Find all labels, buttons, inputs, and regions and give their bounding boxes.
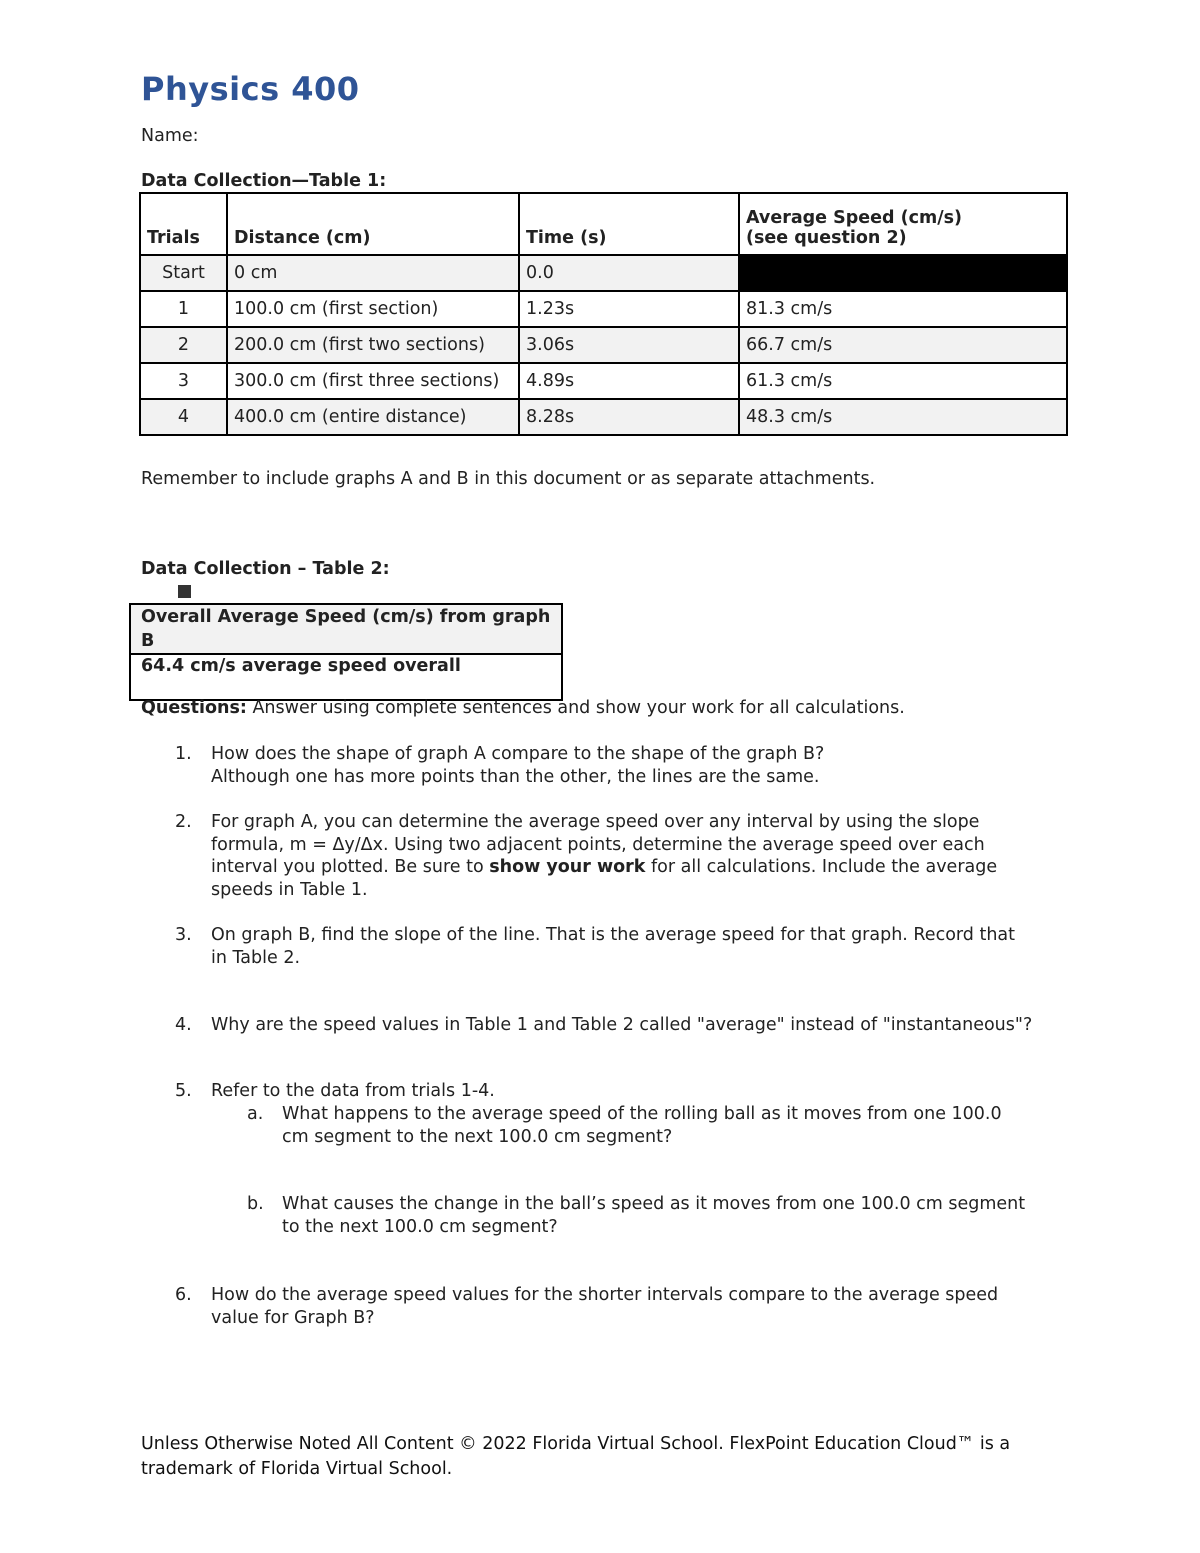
header-avg-line2: (see question 2) xyxy=(746,228,907,248)
cell-speed: 81.3 cm/s xyxy=(739,291,1067,327)
table2-header: Overall Average Speed (cm/s) from graph B xyxy=(130,604,562,654)
question-text: On graph B, find the slope of the line. That is the average speed for that graph. Record that in Table 2. xyxy=(211,925,1015,968)
cell-distance: 400.0 cm (entire distance) xyxy=(227,399,519,435)
subquestion-letter: b. xyxy=(247,1194,264,1214)
cell-speed: 61.3 cm/s xyxy=(739,363,1067,399)
subquestion-text: What happens to the average speed of the rolling ball as it moves from one 100.0 cm segment to the next 100.0 cm segment? xyxy=(282,1104,1002,1147)
table2-value: 64.4 cm/s average speed overall xyxy=(130,654,562,700)
data-table-1 xyxy=(139,192,1068,436)
name-label: Name: xyxy=(141,126,199,146)
reminder-text: Remember to include graphs A and B in this document or as separate attachments. xyxy=(141,469,876,489)
cell-distance: 300.0 cm (first three sections) xyxy=(227,363,519,399)
table2-header-row xyxy=(130,604,562,654)
cell-time: 0.0 xyxy=(519,255,739,291)
questions-intro xyxy=(141,698,905,718)
page-title: Physics 400 xyxy=(141,70,360,108)
question-answer: Although one has more points than the other, the lines are the same. xyxy=(211,766,820,787)
question-number: 3. xyxy=(175,925,192,945)
question-text: How does the shape of graph A compare to the shape of the graph B? xyxy=(211,744,825,764)
question-number: 5. xyxy=(175,1081,192,1101)
cell-speed: 66.7 cm/s xyxy=(739,327,1067,363)
questions-label: Questions: xyxy=(141,698,247,718)
subquestion-text: What causes the change in the ball’s speed as it moves from one 100.0 cm segment to the next 100.0 cm segment? xyxy=(282,1194,1026,1237)
table-row xyxy=(140,399,1067,435)
cell-time: 3.06s xyxy=(519,327,739,363)
question-text: Why are the speed values in Table 1 and Table 2 called "average" instead of "instantaneous"? xyxy=(211,1015,1033,1035)
table-header-row xyxy=(140,193,1067,255)
question-emphasis: show your work xyxy=(489,857,646,877)
cell-speed-blacked-out xyxy=(739,255,1067,291)
cell-time: 1.23s xyxy=(519,291,739,327)
data-table-2 xyxy=(129,603,563,701)
header-average-speed xyxy=(739,193,1067,255)
anchor-square-icon xyxy=(178,585,191,598)
cell-distance: 200.0 cm (first two sections) xyxy=(227,327,519,363)
table2-caption: Data Collection – Table 2: xyxy=(141,559,390,579)
table-row xyxy=(140,363,1067,399)
table-row xyxy=(140,291,1067,327)
cell-trial: 3 xyxy=(140,363,227,399)
cell-distance: 0 cm xyxy=(227,255,519,291)
question-number: 4. xyxy=(175,1015,192,1035)
table-row xyxy=(140,255,1067,291)
header-trials: Trials xyxy=(140,193,227,255)
footer-copyright: Unless Otherwise Noted All Content © 2022 Florida Virtual School. FlexPoint Education Cloud™ is a trademark of Florida Virtual School. xyxy=(141,1434,1011,1479)
cell-trial: 1 xyxy=(140,291,227,327)
table2-value-row xyxy=(130,654,562,700)
header-distance: Distance (cm) xyxy=(227,193,519,255)
question-number: 2. xyxy=(175,812,192,832)
cell-speed: 48.3 cm/s xyxy=(739,399,1067,435)
header-avg-line1: Average Speed (cm/s) xyxy=(746,208,963,228)
question-number: 6. xyxy=(175,1285,192,1305)
cell-trial: Start xyxy=(140,255,227,291)
questions-instructions: Answer using complete sentences and show your work for all calculations. xyxy=(246,698,905,718)
subquestion-letter: a. xyxy=(247,1104,264,1124)
header-time: Time (s) xyxy=(519,193,739,255)
cell-time: 4.89s xyxy=(519,363,739,399)
cell-time: 8.28s xyxy=(519,399,739,435)
question-text: For graph A, you can determine the average speed over any interval by using the slope formula, m = Δy/Δx. Using two adjacent points, determine the average speed over each interval you plotted. Be sure to xyxy=(211,812,985,877)
question-text-end: for all calculations. Include the average speeds in Table 1. xyxy=(211,857,998,900)
question-text: Refer to the data from trials 1-4. xyxy=(211,1081,495,1101)
cell-trial: 2 xyxy=(140,327,227,363)
table-row xyxy=(140,327,1067,363)
cell-trial: 4 xyxy=(140,399,227,435)
question-number: 1. xyxy=(175,744,192,764)
question-text: How do the average speed values for the shorter intervals compare to the average speed value for Graph B? xyxy=(211,1285,999,1328)
cell-distance: 100.0 cm (first section) xyxy=(227,291,519,327)
table1-caption: Data Collection—Table 1: xyxy=(141,171,387,191)
